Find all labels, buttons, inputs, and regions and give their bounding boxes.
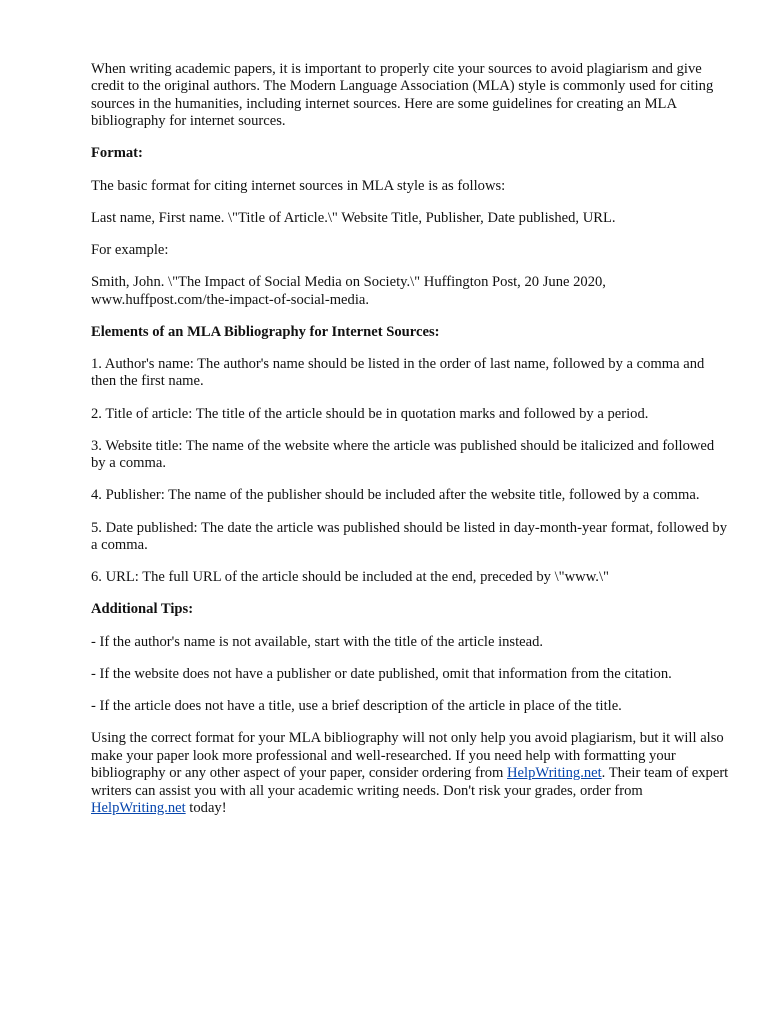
element-item-url: 6. URL: The full URL of the article should be included at the end, preceded by \"www.\" <box>91 569 609 586</box>
intro-paragraph: When writing academic papers, it is important to properly cite your sources to avoid plagiarism and give credit to the original authors. The Modern Language Association (MLA) style is commonly used for citing sources in the humanities, including internet sources. Here are some guidelines for creating an MLA bibliography for internet sources. <box>91 61 714 130</box>
closing-text-3: today! <box>185 799 227 816</box>
element-item-title: 2. Title of article: The title of the article should be in quotation marks and followed by a period. <box>91 405 649 422</box>
closing-text-2: . Their team of expert writers can assist you with all your academic writing needs. Don't risk your grades, order from <box>91 765 729 799</box>
helpwriting-link-1[interactable]: HelpWriting.net <box>507 765 602 782</box>
format-template-paragraph: Last name, First name. \"Title of Article.\" Website Title, Publisher, Date published, URL. <box>91 209 616 226</box>
element-item-website: 3. Website title: The name of the website where the article was published should be italicized and followed by a comma. <box>91 437 715 472</box>
example-label: For example: <box>91 242 169 259</box>
format-basic-paragraph: The basic format for citing internet sources in MLA style is as follows: <box>91 177 506 194</box>
format-heading: Format: <box>91 145 143 162</box>
tip-item-author: - If the author's name is not available, start with the title of the article instead. <box>91 633 544 650</box>
element-item-author: 1. Author's name: The author's name should be listed in the order of last name, followed by a comma and then the first name. <box>91 356 705 390</box>
tip-item-title: - If the article does not have a title, use a brief description of the article in place of the title. <box>91 698 622 715</box>
tip-item-publisher: - If the website does not have a publisher or date published, omit that information from the citation. <box>91 665 672 682</box>
closing-paragraph <box>91 730 731 817</box>
closing-text-1: Using the correct format for your MLA bibliography will not only help you avoid plagiarism, but it will also make your paper look more professional and well-researched. If you need help with formatting your bibliography or any other aspect of your paper, consider ordering from <box>91 730 724 782</box>
document-page <box>91 61 731 832</box>
elements-heading: Elements of an MLA Bibliography for Internet Sources: <box>91 323 440 340</box>
helpwriting-link-2[interactable]: HelpWriting.net <box>91 799 186 816</box>
element-item-date: 5. Date published: The date the article was published should be listed in day-month-year format, followed by a comma. <box>91 519 728 554</box>
example-citation: Smith, John. \"The Impact of Social Media on Society.\" Huffington Post, 20 June 2020, www.huffpost.com/the-impact-of-social-media. <box>91 274 606 308</box>
element-item-publisher: 4. Publisher: The name of the publisher should be included after the website title, followed by a comma. <box>91 487 700 504</box>
tips-heading: Additional Tips: <box>91 601 194 618</box>
